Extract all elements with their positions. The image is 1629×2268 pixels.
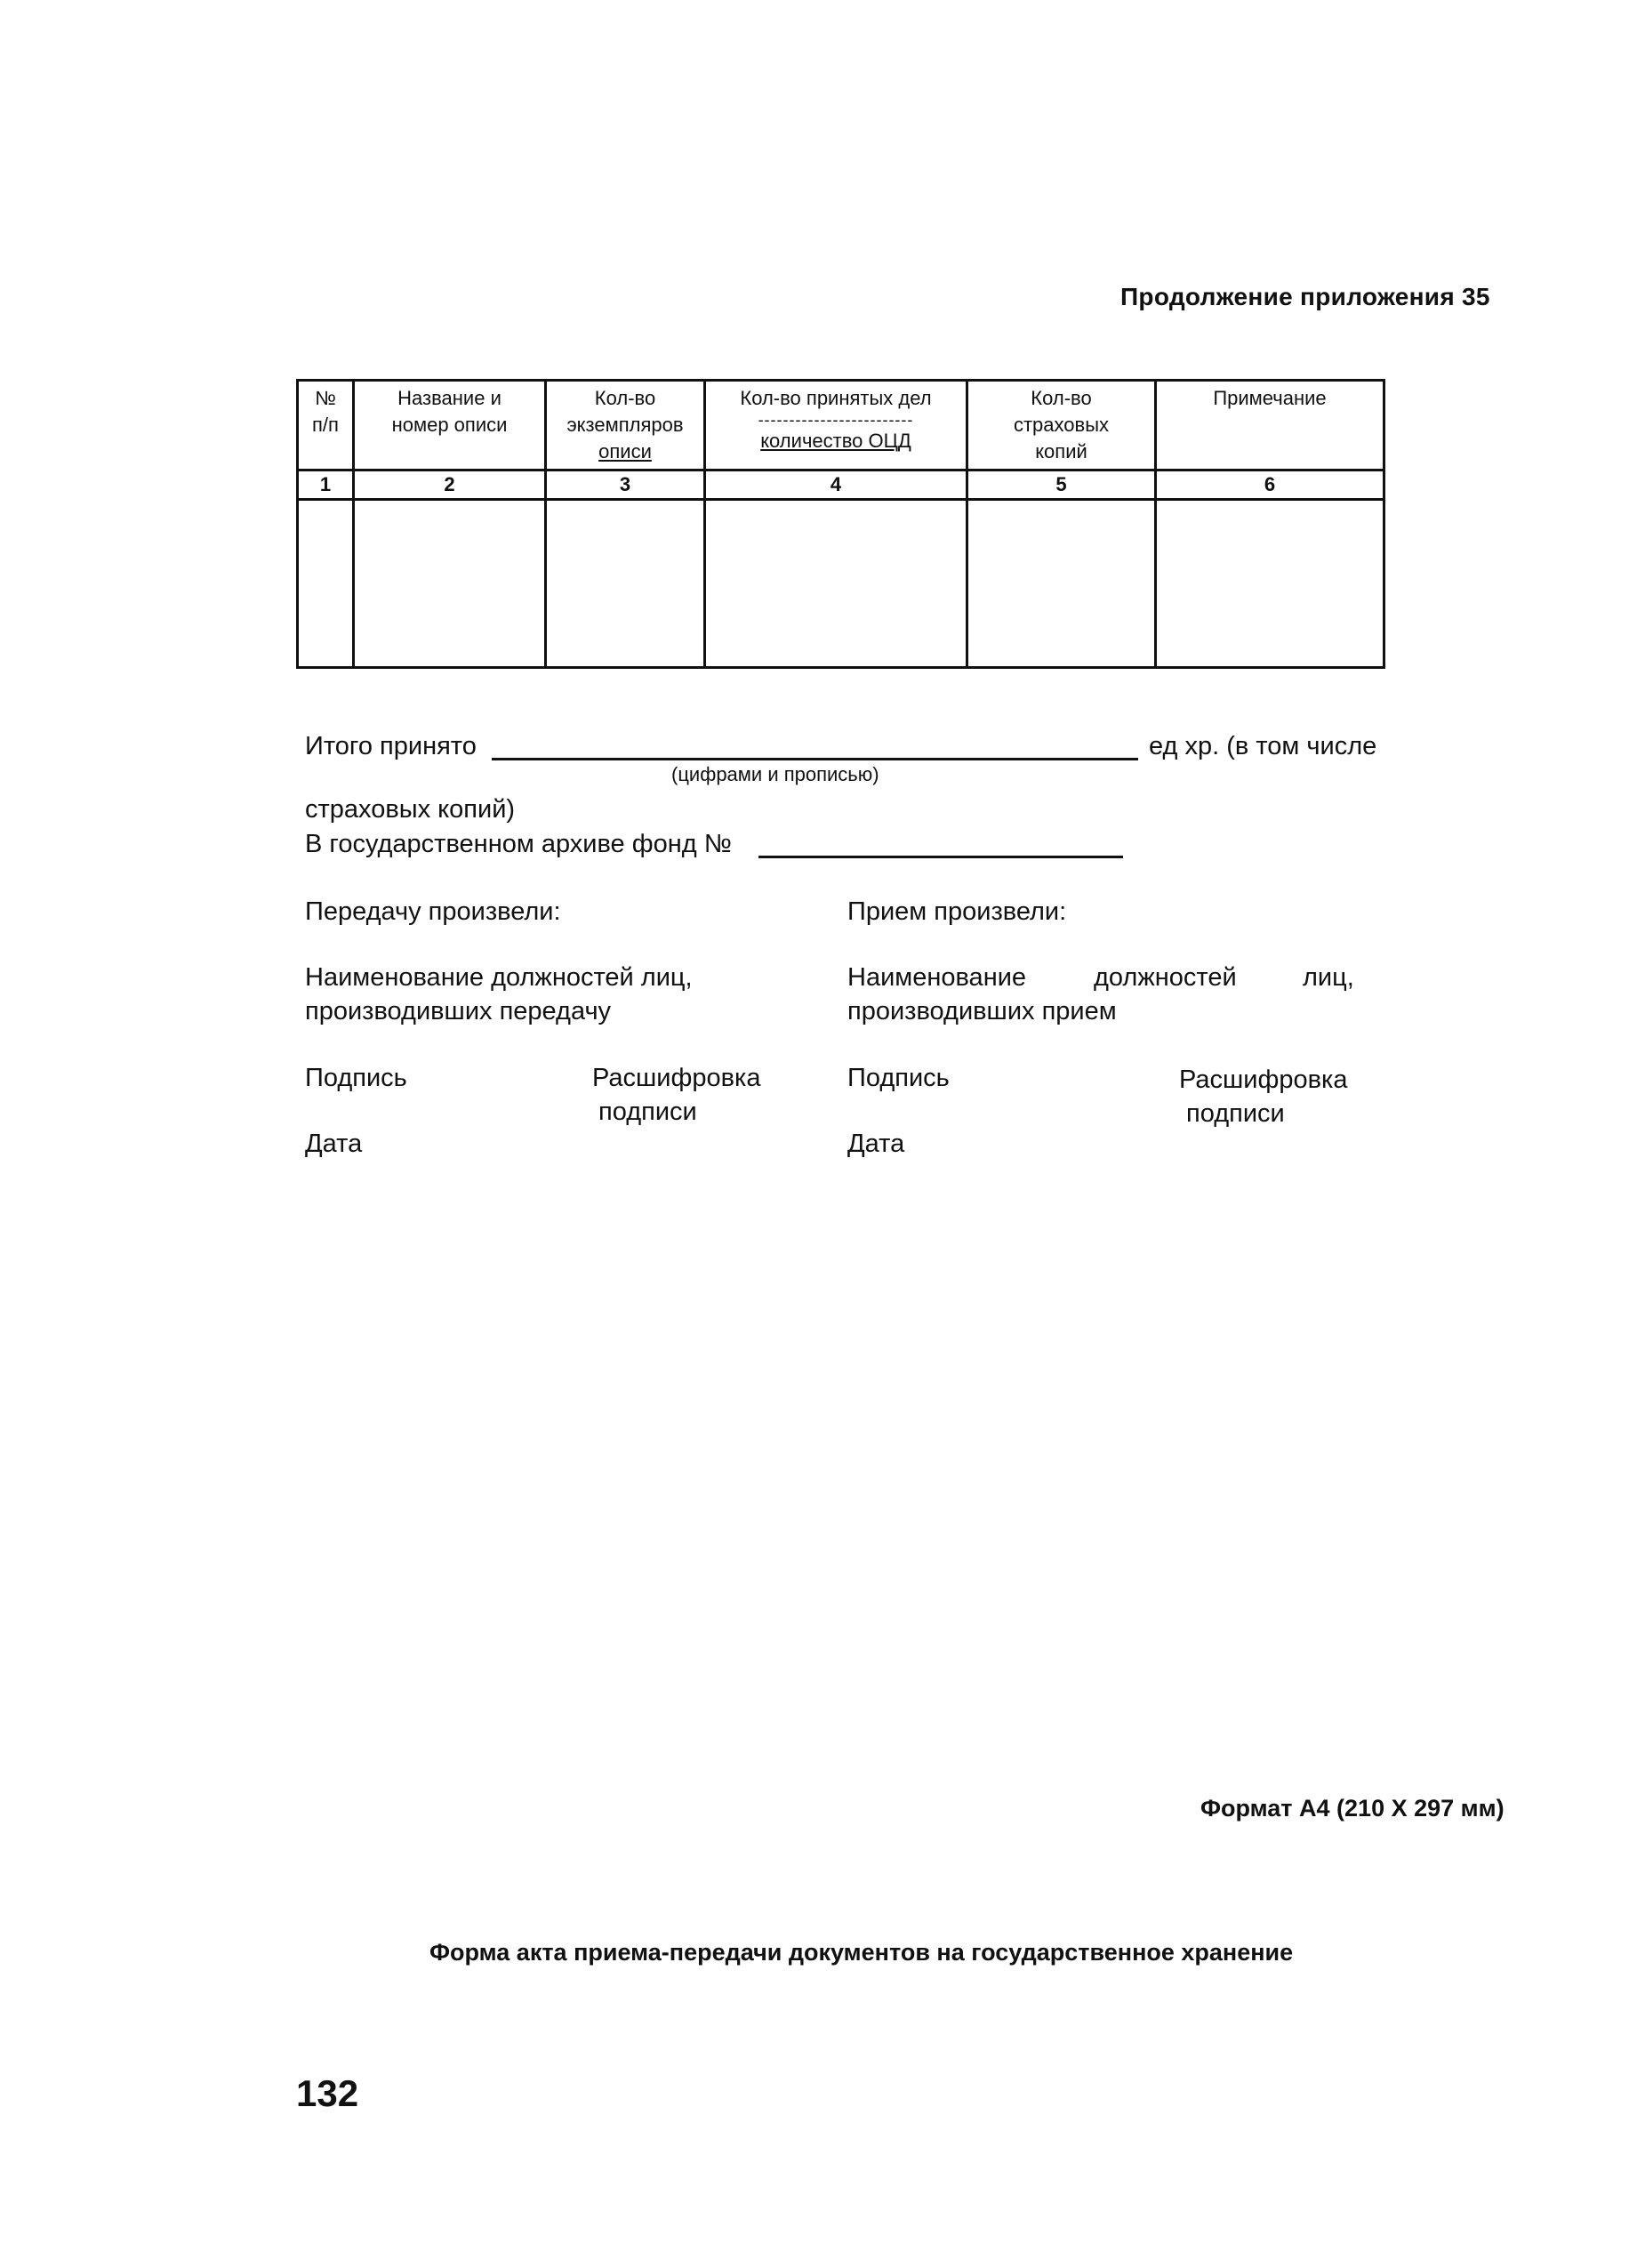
receive-positions-word2: должностей — [1094, 963, 1237, 992]
transfer-decode-label: Расшифровка — [592, 1064, 761, 1092]
archive-fund-label: В государственном архиве фонд № — [305, 830, 732, 858]
archive-fund-line — [758, 856, 1123, 858]
column-number-3: 3 — [546, 470, 705, 500]
digits-and-words-hint: (цифрами и прописью) — [671, 763, 879, 785]
column-header-number: № п/п — [298, 381, 354, 470]
column-number-4: 4 — [705, 470, 967, 500]
column-header-inventory-name: Название и номер описи — [354, 381, 546, 470]
receive-positions-word1: Наименование — [847, 963, 1027, 992]
column-number-6: 6 — [1156, 470, 1384, 500]
table-header-row — [298, 381, 1384, 470]
transfer-signature-label: Подпись — [305, 1064, 407, 1092]
blank-cell — [705, 500, 967, 668]
column-header-note: Примечание — [1156, 381, 1384, 470]
storage-units-label: ед хр. (в том числе — [1149, 732, 1377, 760]
total-accepted-line — [492, 758, 1138, 760]
form-caption: Форма акта приема-передачи документов на государственное хранение — [429, 1939, 1294, 1966]
blank-cell — [1156, 500, 1384, 668]
transfer-title: Передачу произвели: — [305, 897, 561, 926]
receive-date-label: Дата — [847, 1130, 905, 1158]
column-header-insurance-copies: Кол-во страховых копий — [967, 381, 1156, 470]
receive-signature-label: Подпись — [847, 1064, 950, 1092]
column-number-1: 1 — [298, 470, 354, 500]
transfer-act-table — [296, 379, 1385, 669]
transfer-positions-line1: Наименование должностей лиц, — [305, 963, 693, 992]
blank-cell — [967, 500, 1156, 668]
paper-format-note: Формат А4 (210 X 297 мм) — [1200, 1795, 1505, 1822]
blank-cell — [298, 500, 354, 668]
column-number-5: 5 — [967, 470, 1156, 500]
appendix-continuation-heading: Продолжение приложения 35 — [1120, 283, 1490, 310]
page-number: 132 — [296, 2072, 359, 2114]
transfer-date-label: Дата — [305, 1130, 363, 1158]
total-accepted-label: Итого принято — [305, 732, 477, 760]
blank-cell — [354, 500, 546, 668]
receive-decode-label: Расшифровка — [1179, 1066, 1348, 1094]
table-number-row — [298, 470, 1384, 500]
column-number-2: 2 — [354, 470, 546, 500]
transfer-decode-label-line2: подписи — [598, 1098, 697, 1126]
table-blank-row — [298, 500, 1384, 668]
column-header-inventory-copies: Кол-во экземпляров описи — [546, 381, 705, 470]
insurance-copies-text: страховых копий) — [305, 795, 516, 824]
transfer-positions-line2: производивших передачу — [305, 997, 612, 1025]
receive-title: Прием произвели: — [847, 897, 1067, 926]
blank-cell — [546, 500, 705, 668]
receive-decode-label-line2: подписи — [1186, 1099, 1285, 1128]
column-header-accepted-files: Кол-во принятых дел ------------------------- количество ОЦД — [705, 381, 967, 470]
receive-positions-line2: производивших прием — [847, 997, 1117, 1025]
receive-positions-word3: лиц, — [1303, 963, 1354, 992]
